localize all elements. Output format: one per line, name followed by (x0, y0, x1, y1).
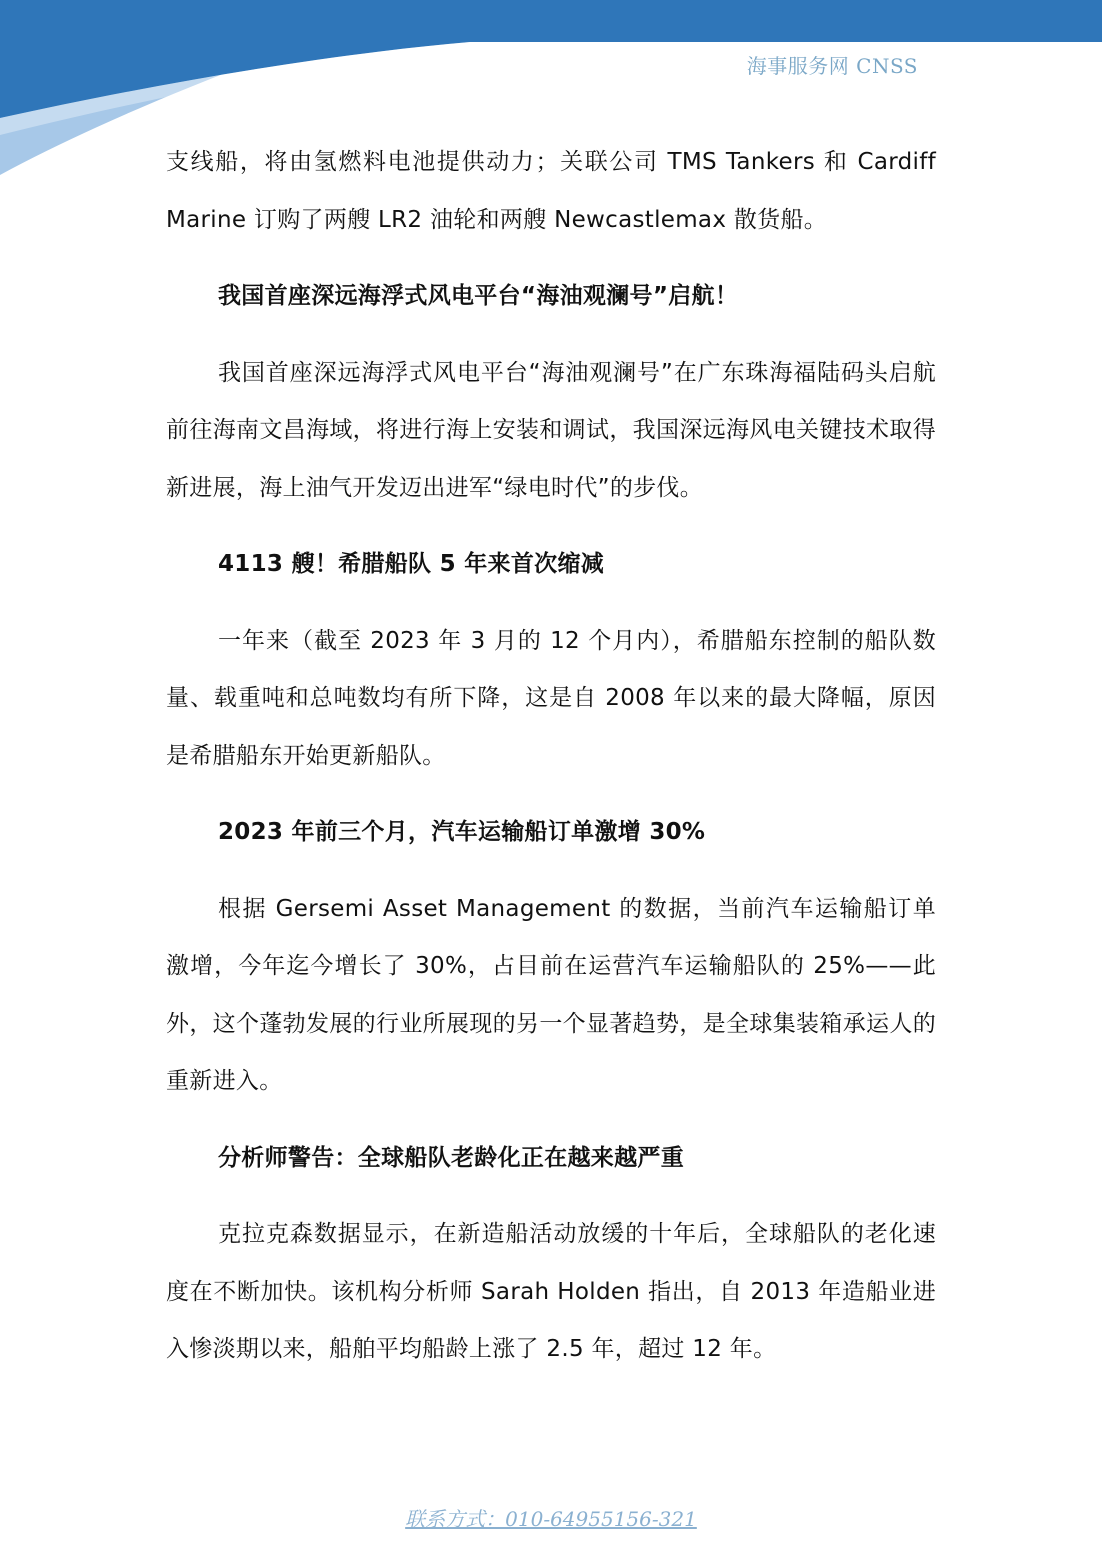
article-title-2: 4113 艘！希腊船队 5 年来首次缩减 (218, 551, 605, 577)
intro-paragraph: 支线船，将由氢燃料电池提供动力；关联公司 TMS Tankers 和 Cardiff Marine 订购了两艘 LR2 油轮和两艘 Newcastlemax 散货船。 (166, 149, 936, 233)
article-title-3: 2023 年前三个月，汽车运输船订单激增 30% (218, 819, 706, 845)
document-body (166, 134, 936, 1379)
article-body-2: 一年来（截至 2023 年 3 月的 12 个月内），希腊船东控制的船队数量、载重吨和总吨数均有所下降，这是自 2008 年以来的最大降幅，原因是希腊船东开始更新船队。 (166, 627, 936, 769)
footer-contact: 联系方式：010-64955156-321 (405, 1507, 697, 1531)
article-body-1: 我国首座深远海浮式风电平台“海油观澜号”在广东珠海福陆码头启航前往海南文昌海域，将进行海上安装和调试，我国深远海风电关键技术取得新进展，海上油气开发迈出进军“绿电时代”的步伐。 (166, 359, 936, 501)
article-body-3: 根据 Gersemi Asset Management 的数据，当前汽车运输船订单激增，今年迄今增长了 30%，占目前在运营汽车运输船队的 25%——此外，这个蓬勃发展的行业所展现的另一个显著趋势，是全球集装箱承运人的重新进入。 (166, 895, 936, 1094)
article-title-4: 分析师警告：全球船队老龄化正在越来越严重 (218, 1144, 684, 1171)
banner-dark-wave (0, 0, 1102, 118)
article-body-4: 克拉克森数据显示，在新造船活动放缓的十年后，全球船队的老化速度在不断加快。该机构分析师 Sarah Holden 指出，自 2013 年造船业进入惨淡期以来，船舶平均船龄上涨了 2.5 年，超过 12 年。 (166, 1221, 936, 1362)
article-title-1: 我国首座深远海浮式风电平台“海油观澜号”启航！ (218, 283, 739, 309)
header-brand: 海事服务网 CNSS (746, 54, 918, 78)
